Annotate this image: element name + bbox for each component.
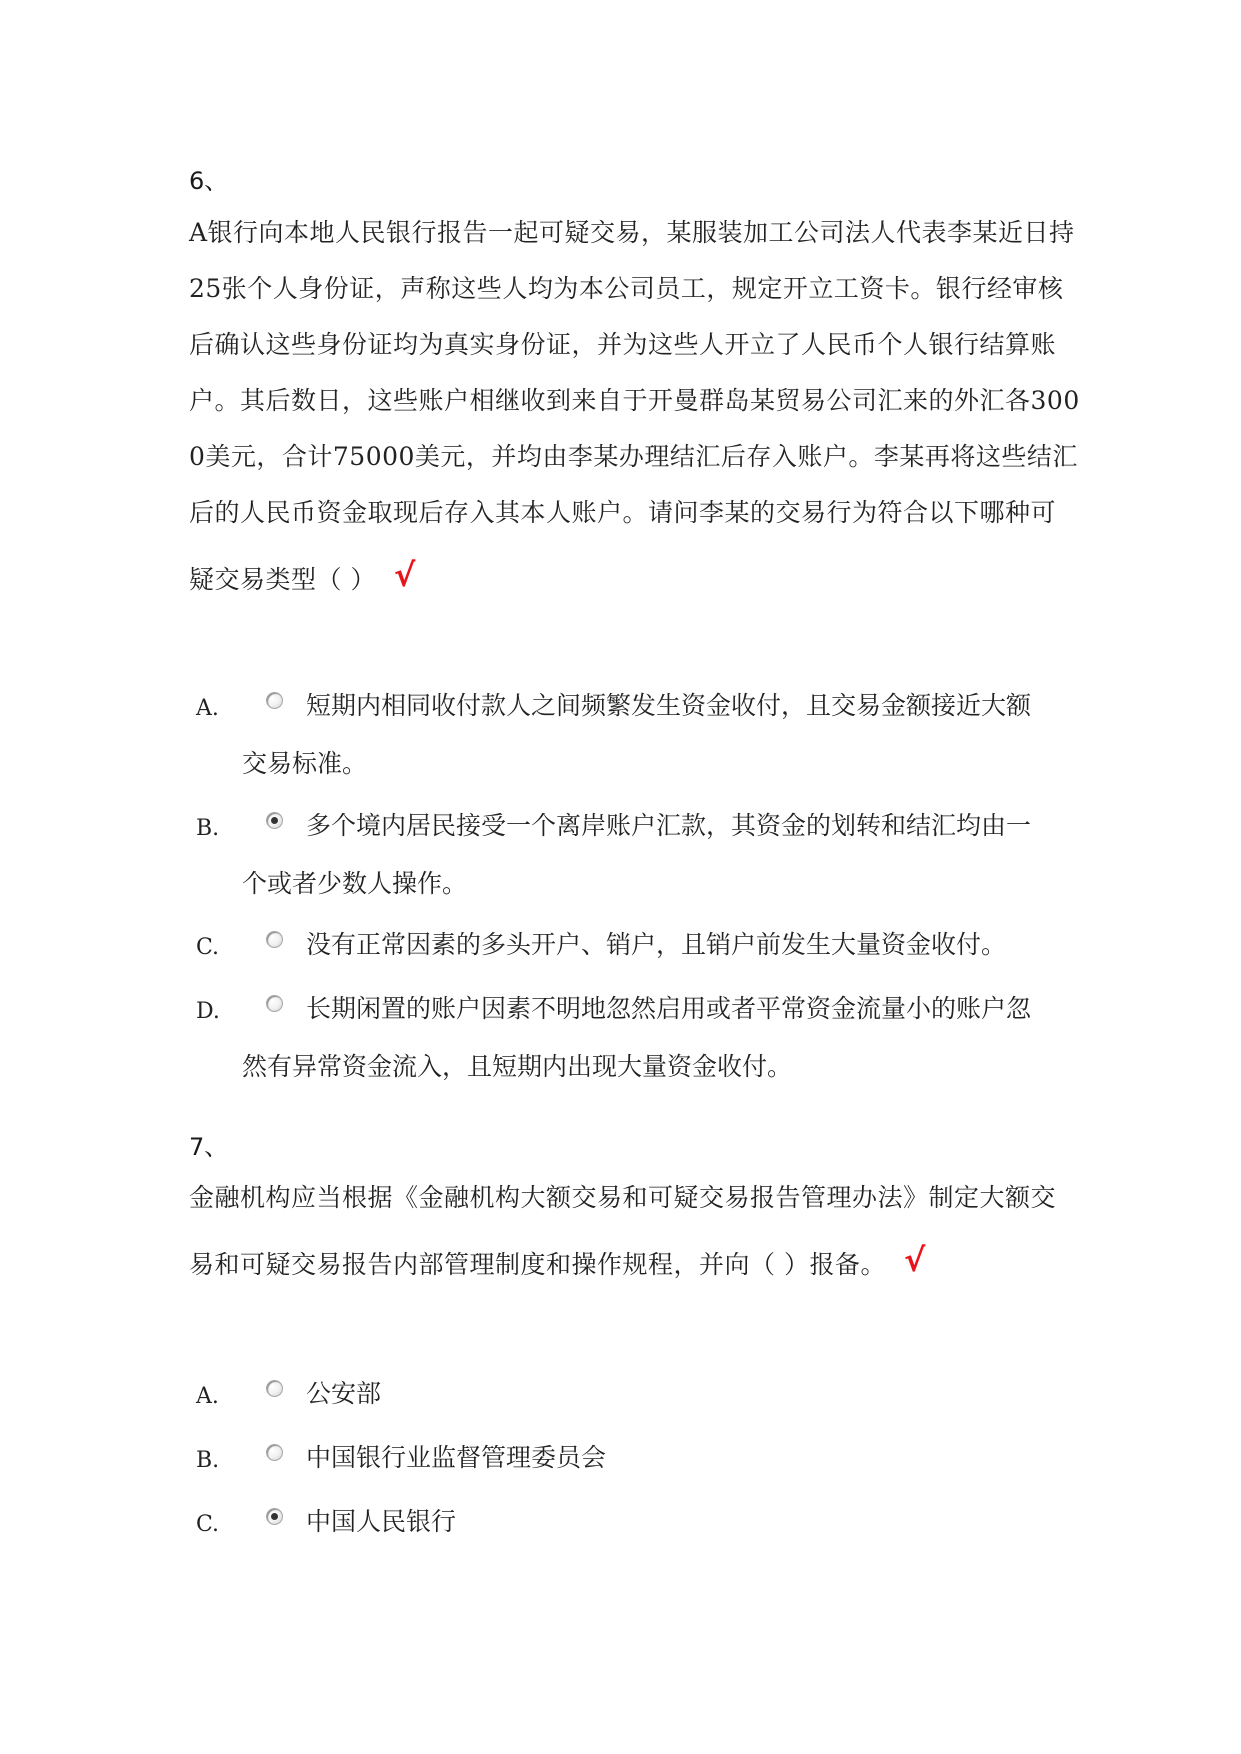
option-line: 中国银行业监督管理委员会 (306, 1443, 607, 1472)
question-line: 后的人民币资金取现后存入其本人账户。请问李某的交易行为符合以下哪种可 (189, 498, 1057, 527)
question-number: 7、 (189, 1133, 229, 1161)
question-text (189, 1170, 1069, 1288)
question-line: 0美元，合计75000美元，并均由李某办理结汇后存入账户。李某再将这些结汇 (189, 442, 1078, 471)
option-line: 中国人民银行 (306, 1507, 457, 1536)
option-line: 多个境内居民接受一个离岸账户汇款，其资金的划转和结汇均由一 (306, 811, 1032, 840)
option-text (242, 993, 1076, 1083)
option-text (242, 810, 1076, 900)
question-line: 25张个人身份证，声称这些人均为本公司员工，规定开立工资卡。银行经审核 (189, 274, 1064, 303)
question-text (189, 205, 1080, 603)
radio-button-selected[interactable] (266, 812, 283, 829)
check-mark-icon: √ (393, 556, 416, 594)
option-line: 没有正常因素的多头开户、销户，且销户前发生大量资金收付。 (306, 930, 1007, 959)
option-letter: C. (196, 935, 220, 960)
question-line (189, 547, 1069, 603)
question-line-text: 易和可疑交易报告内部管理制度和操作规程，并向（ ）报备。 (189, 1250, 886, 1279)
question-number: 6、 (189, 167, 229, 195)
option-letter: A. (196, 696, 219, 721)
question-line: A银行向本地人民银行报告一起可疑交易，某服装加工公司法人代表李某近日持 (189, 218, 1075, 247)
radio-button-selected[interactable] (266, 1508, 283, 1525)
option-text (242, 690, 1076, 780)
option-letter: C. (196, 1512, 220, 1537)
option-text (306, 1506, 1076, 1564)
option-letter: B. (196, 816, 220, 841)
option-line: 长期闲置的账户因素不明地忽然启用或者平常资金流量小的账户忽 (306, 994, 1032, 1023)
option-line: 短期内相同收付款人之间频繁发生资金收付，且交易金额接近大额 (306, 691, 1032, 720)
option-letter: A. (196, 1384, 219, 1409)
option-text (306, 1442, 1076, 1500)
radio-button[interactable] (266, 1444, 283, 1461)
check-mark-icon: √ (903, 1241, 926, 1279)
option-line: 个或者少数人操作。 (242, 869, 468, 898)
radio-button[interactable] (266, 931, 283, 948)
option-line: 公安部 (306, 1379, 382, 1408)
radio-button[interactable] (266, 995, 283, 1012)
radio-button[interactable] (266, 692, 283, 709)
question-line (189, 1232, 1069, 1288)
question-line: 金融机构应当根据《金融机构大额交易和可疑交易报告管理办法》制定大额交 (189, 1183, 1057, 1212)
question-line: 户。其后数日，这些账户相继收到来自于开曼群岛某贸易公司汇来的外汇各300 (189, 386, 1080, 415)
question-line: 后确认这些身份证均为真实身份证，并为这些人开立了人民币个人银行结算账 (189, 330, 1057, 359)
option-text (306, 929, 1076, 987)
option-letter: D. (196, 999, 220, 1024)
option-letter: B. (196, 1448, 220, 1473)
radio-button[interactable] (266, 1380, 283, 1397)
option-line: 交易标准。 (242, 749, 368, 778)
question-line-text: 疑交易类型（ ） (189, 565, 376, 594)
option-text (306, 1378, 1076, 1436)
option-line: 然有异常资金流入，且短期内出现大量资金收付。 (242, 1052, 793, 1081)
